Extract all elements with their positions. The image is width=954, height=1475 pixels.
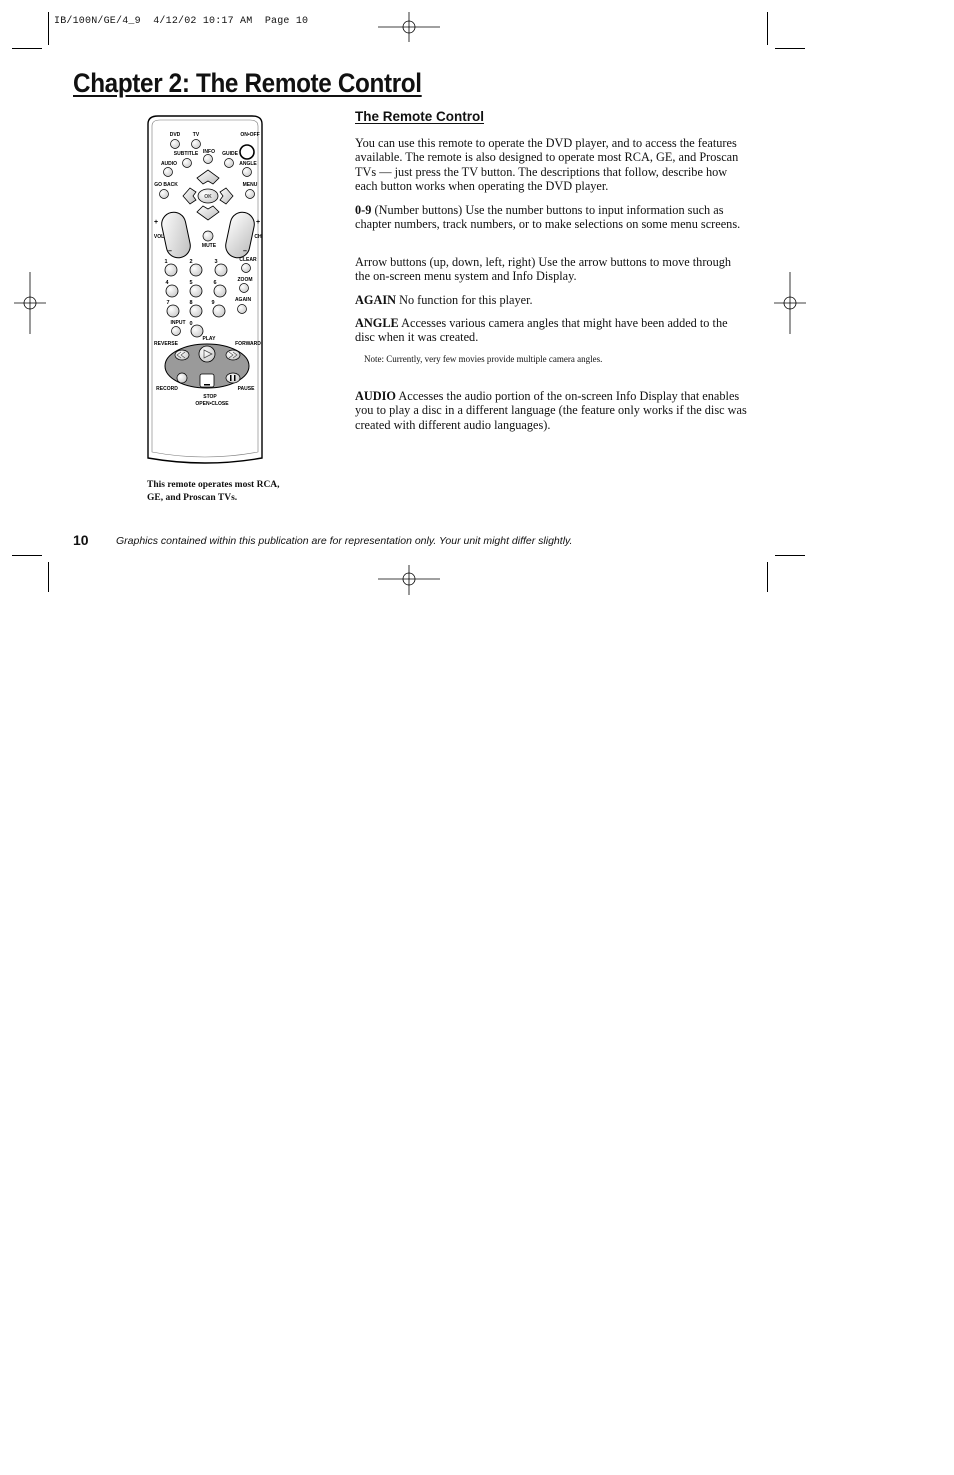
dvd-label: DVD <box>169 132 181 138</box>
info-label: INFO <box>203 149 215 155</box>
ch-minus-label: – <box>243 248 247 255</box>
stop-label: STOP <box>203 394 217 400</box>
remote-control-illustration <box>140 112 270 468</box>
mute-label: MUTE <box>201 243 217 249</box>
digit-7-label: 7 <box>166 300 170 306</box>
input-label: INPUT <box>170 320 186 326</box>
stop-icon <box>204 384 210 386</box>
digit-8-button <box>190 305 202 317</box>
crop-mark <box>12 555 42 556</box>
zoom-label: ZOOM <box>237 277 253 283</box>
vol-minus-label: – <box>168 248 172 255</box>
section-heading: The Remote Control <box>355 109 485 124</box>
footer-disclaimer: Graphics contained within this publication are for representation only. Your unit might differ slightly. <box>116 535 573 547</box>
paragraph-number-buttons <box>355 203 747 232</box>
clear-button <box>242 264 251 273</box>
registration-mark-left <box>14 272 46 334</box>
pause-label: PAUSE <box>237 386 255 392</box>
go-back-label: GO BACK <box>154 182 178 188</box>
registration-mark-top <box>378 12 440 42</box>
menu-button <box>246 190 255 199</box>
paragraph-arrow-buttons <box>355 255 747 284</box>
digit-7-button <box>167 305 179 317</box>
mute-button <box>203 231 213 241</box>
digit-4-label: 4 <box>165 280 169 286</box>
pause-icon <box>230 375 232 381</box>
crop-mark <box>48 12 49 45</box>
on-off-label: ON•OFF <box>240 132 260 138</box>
paragraph-intro <box>355 136 747 194</box>
digit-1-button <box>165 264 177 276</box>
again-label: AGAIN <box>234 297 252 303</box>
crop-mark <box>12 48 42 49</box>
crop-mark <box>767 562 768 592</box>
term: AUDIO <box>355 389 396 403</box>
tv-button <box>192 140 201 149</box>
guide-button <box>225 159 234 168</box>
digit-3-label: 3 <box>214 259 218 265</box>
again-button <box>238 305 247 314</box>
open-close-label: OPEN•CLOSE <box>195 401 229 407</box>
digit-4-button <box>166 285 178 297</box>
pause-button <box>226 373 240 383</box>
tv-label: TV <box>192 132 200 138</box>
digit-2-label: 2 <box>189 259 193 265</box>
menu-label: MENU <box>242 182 258 188</box>
ch-plus-label: + <box>255 219 261 226</box>
digit-8-label: 8 <box>189 300 193 306</box>
digit-5-label: 5 <box>189 280 193 286</box>
paragraph-angle <box>355 316 747 345</box>
digit-0-button <box>191 325 203 337</box>
play-label: PLAY <box>202 336 216 342</box>
print-slug: IB/100N/GE/4_9 4/12/02 10:17 AM Page 10 <box>54 16 309 27</box>
info-button <box>204 155 213 164</box>
subtitle-label: SUBTITLE <box>173 151 199 157</box>
guide-label: GUIDE <box>222 151 238 157</box>
angle-label: ANGLE <box>239 161 257 167</box>
digit-6-button <box>214 285 226 297</box>
crop-mark <box>775 48 805 49</box>
input-button <box>172 327 181 336</box>
registration-mark-bottom <box>378 565 440 595</box>
record-label: RECORD <box>156 386 178 392</box>
crop-mark <box>775 555 805 556</box>
dvd-button <box>171 140 180 149</box>
audio-label: AUDIO <box>160 161 178 167</box>
crop-mark <box>767 12 768 45</box>
term: 0-9 <box>355 203 372 217</box>
remote-caption: This remote operates most RCA, GE, and Proscan TVs. <box>147 480 280 503</box>
digit-3-button <box>215 264 227 276</box>
digit-9-button <box>213 305 225 317</box>
paragraph-text: Arrow buttons (up, down, left, right) Use the arrow buttons to move through the on-screen menu system and Info Display. <box>355 255 732 284</box>
ch-label: CH <box>254 234 262 240</box>
subtitle-button <box>183 159 192 168</box>
paragraph-again <box>355 293 747 307</box>
chapter-title: Chapter 2: The Remote Control <box>73 68 422 98</box>
vol-plus-label: + <box>153 219 159 226</box>
paragraph-text: You can use this remote to operate the DVD player, and to access the features available. The remote is also designed to operate most RCA, GE, and Proscan TVs — just press the TV button. The descriptions that follow, describe how each button works when operating the DVD player. <box>355 136 739 194</box>
digit-0-label: 0 <box>189 321 193 327</box>
paragraph-text: Accesses the audio portion of the on-screen Info Display that enables you to play a disc in a different language (the feature only works if the disc was created with different audio languages). <box>355 389 747 432</box>
digit-6-label: 6 <box>213 280 217 286</box>
paragraph-text: (Number buttons) Use the number buttons to input information such as chapter numbers, track numbers, or to make selections on some menu screens. <box>355 203 741 232</box>
on-off-button <box>240 145 254 159</box>
ok-label: OK <box>204 194 212 200</box>
digit-9-label: 9 <box>211 300 215 306</box>
digit-2-button <box>190 264 202 276</box>
term: ANGLE <box>355 316 399 330</box>
paragraph-text: No function for this player. <box>396 293 533 307</box>
zoom-button <box>240 284 249 293</box>
audio-button <box>164 168 173 177</box>
digit-5-button <box>190 285 202 297</box>
angle-button <box>243 168 252 177</box>
vol-label: VOL <box>153 234 165 240</box>
page-number: 10 <box>73 532 89 548</box>
record-button <box>177 373 187 383</box>
paragraph-text: Accesses various camera angles that might have been added to the disc when it was created. <box>355 316 728 345</box>
reverse-label: REVERSE <box>154 341 178 347</box>
clear-label: CLEAR <box>239 257 257 263</box>
forward-label: FORWARD <box>235 341 261 347</box>
crop-mark <box>48 562 49 592</box>
angle-note: Note: Currently, very few movies provide multiple camera angles. <box>364 354 603 364</box>
registration-mark-right <box>774 272 806 334</box>
term: AGAIN <box>355 293 396 307</box>
digit-1-label: 1 <box>164 259 168 265</box>
paragraph-audio <box>355 389 747 432</box>
go-back-button <box>160 190 169 199</box>
